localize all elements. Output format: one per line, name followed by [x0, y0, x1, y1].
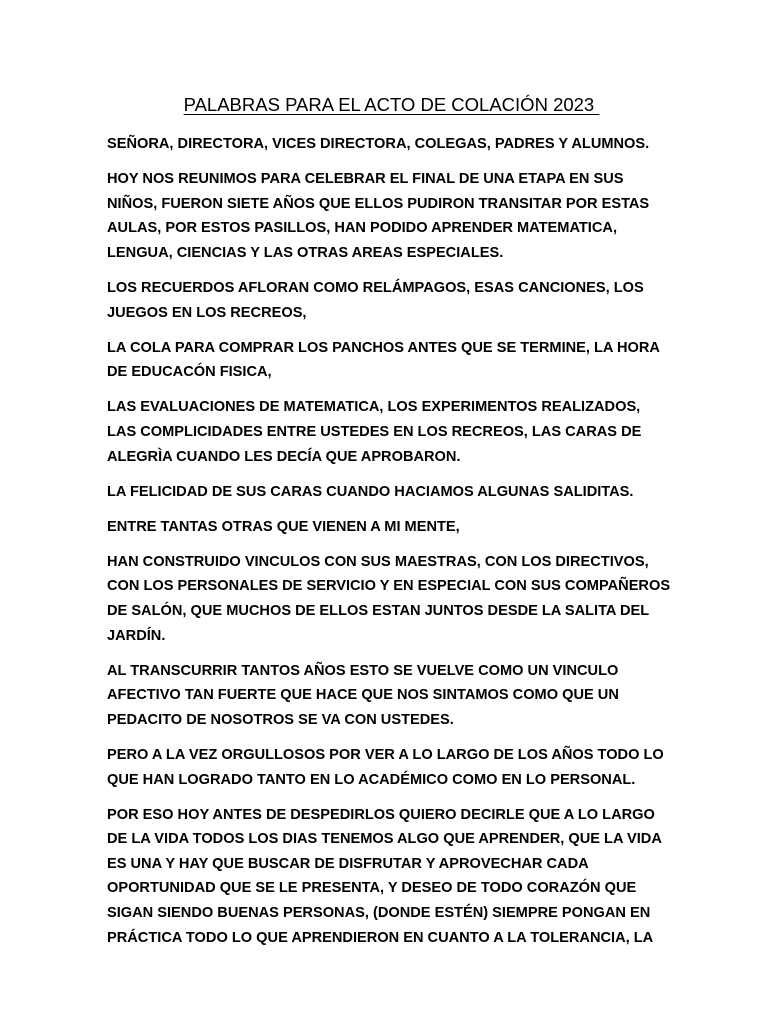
paragraph-9: [107, 659, 668, 733]
paragraph-line: QUE HAN LOGRADO TANTO EN LO ACADÉMICO COMO EN LO PERSONAL.: [107, 771, 636, 788]
paragraph-8: [107, 550, 671, 648]
paragraph-line: AL TRANSCURRIR TANTOS AÑOS ESTO SE VUELVE COMO UN VINCULO: [107, 662, 619, 679]
paragraph-line: ALEGRÌA CUANDO LES DECÍA QUE APROBARON.: [107, 448, 461, 465]
paragraph-line: LA FELICIDAD DE SUS CARAS CUANDO HACIAMOS ALGUNAS SALIDITAS.: [107, 483, 634, 500]
paragraph-line: PERO A LA VEZ ORGULLOSOS POR VER A LO LARGO DE LOS AÑOS TODO LO: [107, 746, 664, 763]
paragraph-line: AFECTIVO TAN FUERTE QUE HACE QUE NOS SINTAMOS COMO QUE UN: [107, 687, 619, 704]
paragraph-line: LAS EVALUACIONES DE MATEMATICA, LOS EXPERIMENTOS REALIZADOS,: [107, 399, 641, 416]
paragraph-line: CON LOS PERSONALES DE SERVICIO Y EN ESPECIAL CON SUS COMPAÑEROS: [107, 578, 671, 595]
paragraph-line: LAS COMPLICIDADES ENTRE USTEDES EN LOS RECREOS, LAS CARAS DE: [107, 423, 642, 440]
paragraph-line: SEÑORA, DIRECTORA, VICES DIRECTORA, COLEGAS, PADRES Y ALUMNOS.: [107, 136, 650, 152]
paragraph-line: SIGAN SIENDO BUENAS PERSONAS, (DONDE ESTÉN) SIEMPRE PONGAN EN: [107, 905, 651, 922]
paragraph-7: [107, 515, 668, 540]
document-title: PALABRAS PARA EL ACTO DE COLACIÓN 2023: [183, 94, 600, 115]
paragraph-10: [107, 743, 668, 792]
paragraph-line: LENGUA, CIENCIAS Y LAS OTRAS AREAS ESPECIALES.: [107, 244, 504, 261]
paragraph-line: ES UNA Y HAY QUE BUSCAR DE DISFRUTAR Y APROVECHAR CADA: [107, 855, 589, 872]
paragraph-line: DE SALÓN, QUE MUCHOS DE ELLOS ESTAN JUNTOS DESDE LA SALITA DEL: [107, 603, 650, 619]
paragraph-11: [107, 803, 668, 951]
paragraph-line: HOY NOS REUNIMOS PARA CELEBRAR EL FINAL DE UNA ETAPA EN SUS: [107, 171, 624, 188]
paragraph-line: DE EDUCACÓN FISICA,: [107, 364, 272, 381]
paragraph-line: HAN CONSTRUIDO VINCULOS CON SUS MAESTRAS, CON LOS DIRECTIVOS,: [107, 553, 649, 570]
document-body: [107, 132, 671, 950]
paragraph-line: ENTRE TANTAS OTRAS QUE VIENEN A MI MENTE,: [107, 518, 460, 535]
paragraph-1: [107, 132, 668, 157]
paragraph-line: OPORTUNIDAD QUE SE LE PRESENTA, Y DESEO DE TODO CORAZÓN QUE: [107, 880, 637, 897]
paragraph-4: [107, 336, 668, 385]
paragraph-line: PEDACITO DE NOSOTROS SE VA CON USTEDES.: [107, 711, 454, 728]
paragraph-5: [107, 395, 668, 469]
paragraph-line: POR ESO HOY ANTES DE DESPEDIRLOS QUIERO DECIRLE QUE A LO LARGO: [107, 806, 655, 823]
paragraph-6: [107, 480, 668, 505]
paragraph-line: PRÁCTICA TODO LO QUE APRENDIERON EN CUANTO A LA TOLERANCIA, LA: [107, 929, 654, 946]
paragraph-line: NIÑOS, FUERON SIETE AÑOS QUE ELLOS PUDIRON TRANSITAR POR ESTAS: [107, 195, 650, 212]
paragraph-line: DE LA VIDA TODOS LOS DIAS TENEMOS ALGO QUE APRENDER, QUE LA VIDA: [107, 831, 662, 848]
paragraph-2: [107, 167, 668, 265]
paragraph-line: JUEGOS EN LOS RECREOS,: [107, 304, 307, 321]
paragraph-line: LOS RECUERDOS AFLORAN COMO RELÁMPAGOS, ESAS CANCIONES, LOS: [107, 279, 644, 296]
paragraph-line: LA COLA PARA COMPRAR LOS PANCHOS ANTES QUE SE TERMINE, LA HORA: [107, 339, 660, 356]
paragraph-3: [107, 276, 668, 325]
paragraph-line: JARDÍN.: [107, 627, 166, 644]
paragraph-line: AULAS, POR ESTOS PASILLOS, HAN PODIDO APRENDER MATEMATICA,: [107, 220, 617, 237]
